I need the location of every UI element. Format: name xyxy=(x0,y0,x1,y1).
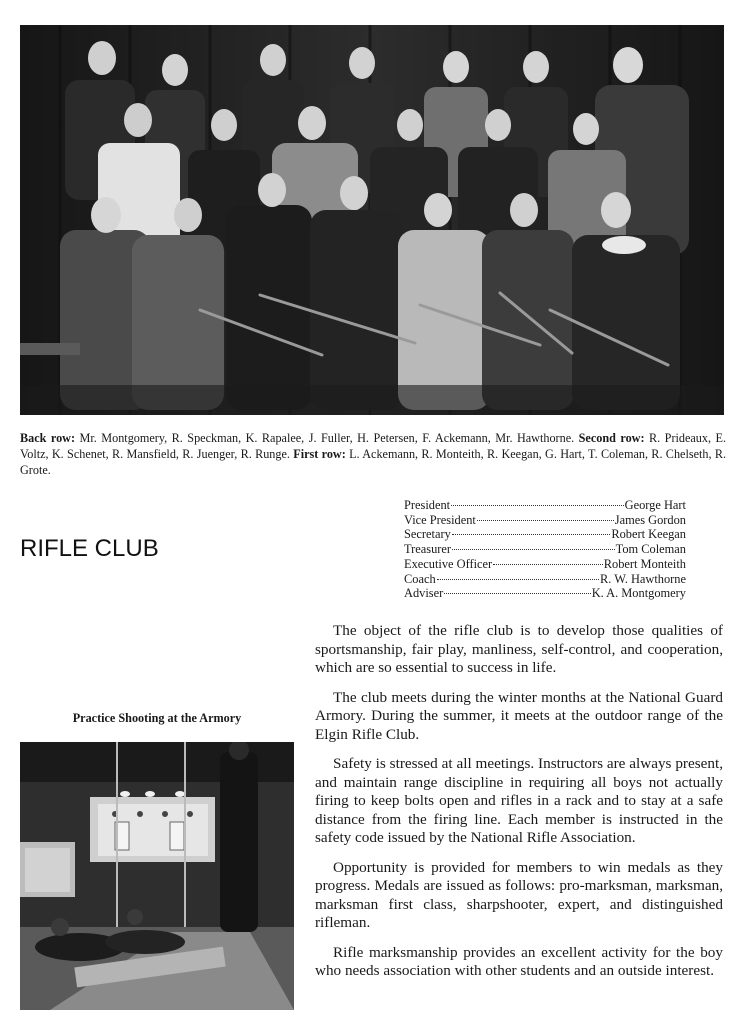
back-row-names: Mr. Montgomery, R. Speckman, K. Rapalee, J. Fuller, H. Petersen, F. Ackemann, Mr. Hawthorne. xyxy=(79,431,575,445)
officer-row xyxy=(404,513,686,528)
dot-leader xyxy=(437,579,599,580)
officer-role: Adviser xyxy=(404,586,444,601)
officer-row xyxy=(404,557,686,572)
dot-leader xyxy=(452,549,615,550)
officer-row xyxy=(404,572,686,587)
officer-row xyxy=(404,586,686,601)
paragraph: Safety is stressed at all meetings. Instructors are always present, and maintain range discipline in requiring all boys not actually firing to keep bolts open and rifles in a rack and to stay at a safe distance from the firing line. Each member is instructed in the safety code issued by the National Rifle Association. xyxy=(315,755,723,846)
back-row-label: Back row: xyxy=(20,431,76,445)
group-photo xyxy=(20,25,724,415)
second-row-label: Second row: xyxy=(578,431,645,445)
officer-name: George Hart xyxy=(624,498,686,512)
officer-role: President xyxy=(404,498,451,512)
first-row-label: First row: xyxy=(293,447,346,461)
dot-leader xyxy=(477,520,614,521)
dot-leader xyxy=(493,564,603,565)
officer-role: Secretary xyxy=(404,527,451,542)
range-photo xyxy=(20,742,294,1010)
officer-name: R. W. Hawthorne xyxy=(599,571,686,586)
dot-leader xyxy=(444,593,590,594)
officer-name: Robert Monteith xyxy=(603,556,686,571)
officer-row xyxy=(404,498,686,513)
officer-name: K. A. Montgomery xyxy=(591,586,686,601)
first-row-names: L. Ackemann, R. Monteith, R. Keegan, G. Hart, T. Coleman, R. Chelseth, R. Grote. xyxy=(20,447,727,477)
paragraph: Opportunity is provided for members to win medals as they progress. Medals are issued as follows: pro-marksman, marksman, marksman first class, sharpshooter, expert, and distinguished rifleman. xyxy=(315,858,723,931)
officer-role: Coach xyxy=(404,571,436,586)
paragraph: The object of the rifle club is to develop those qualities of sportsmanship, fair play, manliness, self-control, and cooperation, which are so essential to success in life. xyxy=(315,622,723,676)
officer-role: Treasurer xyxy=(404,542,452,557)
officer-role: Vice President xyxy=(404,512,476,527)
officer-name: Robert Keegan xyxy=(611,527,686,542)
officer-name: Tom Coleman xyxy=(615,542,686,557)
officers-list xyxy=(404,498,686,601)
paragraph: Rifle marksmanship provides an excellent activity for the boy who needs association with other students and an outside interest. xyxy=(315,943,723,979)
second-row-names: R. Prideaux, E. Voltz, K. Schenet, R. Mansfield, R. Juenger, R. Runge. xyxy=(20,431,727,461)
range-photo-scene xyxy=(20,742,294,1010)
paragraph: The club meets during the winter months at the National Guard Armory. During the summer, it meets at the outdoor range of the Elgin Rifle Club. xyxy=(315,688,723,743)
practice-photo-caption: Practice Shooting at the Armory xyxy=(72,711,242,725)
article-body xyxy=(315,622,723,992)
officer-name: James Gordon xyxy=(614,512,686,527)
dot-leader xyxy=(452,534,611,535)
officer-row xyxy=(404,527,686,542)
group-photo-caption xyxy=(20,430,726,478)
officer-role: Executive Officer xyxy=(404,556,493,571)
group-photo-figures xyxy=(20,25,724,415)
page-title: RIFLE CLUB xyxy=(20,535,159,562)
dot-leader xyxy=(451,505,624,506)
officer-row xyxy=(404,542,686,557)
